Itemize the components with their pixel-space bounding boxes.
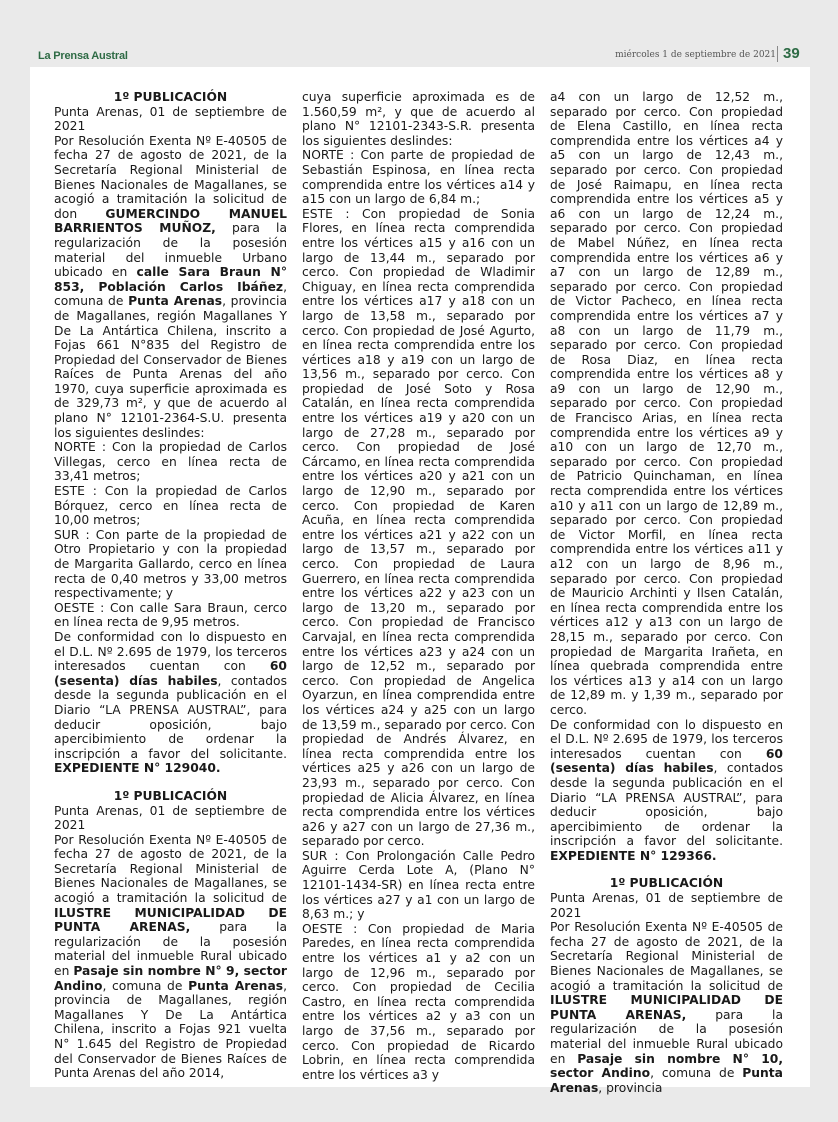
page-number: 39	[783, 45, 800, 62]
header-divider	[777, 46, 778, 62]
notice-heading: 1º PUBLICACIÓN	[113, 788, 228, 803]
boundary-west-continued: a4 con un largo de 12,52 m., separado por cerco. Con propiedad de Elena Castillo, en línea recta comprendida entre los vértices a4 y a5 con un largo de 12,43 m., separado por cerco. Con propiedad de José Raimapu, en línea recta comprendida entre los vértices a5 y a6 con un largo de 12,24 m., separado por cerco. Con propiedad de Mabel Núñez, en línea recta comprendida entre los vértices a6 y a7 con un largo de 12,89 m., separado por cerco. Con propiedad de Victor Pacheco, en línea recta comprendida entre los vértices a7 y a8 con un largo de 11,79 m., separado por cerco. Con propiedad de Rosa Diaz, en línea recta comprendida entre los vértices a8 y a9 con un largo de 12,90 m., separado por cerco. Con propiedad de Francisco Arias, en línea recta comprendida entre los vértices a9 y a10 con un largo de 12,70 m., separado por cerco. Con propiedad de Patricio Quinchaman, en línea recta comprendida entre los vértices a10 y a11 con un largo de 12,89 m., separado por cerco. Con propiedad de Victor Morfil, en línea recta comprendida entre los vértices a11 y a12 con un largo de 8,96 m., separado por cerco. Con propiedad de Mauricio Archinti y Ilsen Catalán, en línea recta comprendida entre los vértices a12 y a13 con un largo de 28,15 m., separado por cerco. Con propiedad de Margarita Irañeta, en línea quebrada comprendida entre los vértices a13 y a14 con un largo de 12,89 m. y 1,39 m., separado por cerco.	[550, 90, 783, 717]
boundary-south: SUR : Con parte de la propiedad de Otro Propietario y con la propiedad de Margarita Gallardo, cerco en línea recta de 0,40 metros y 33,00 metros respectivamente; y	[54, 527, 287, 601]
notice-date: Punta Arenas, 01 de septiembre de 2021	[550, 891, 783, 920]
notice-heading: 1º PUBLICACIÓN	[113, 90, 228, 104]
notice-date: Punta Arenas, 01 de septiembre de 2021	[54, 104, 287, 134]
boundary-north: NORTE : Con parte de propiedad de Sebastián Espinosa, en línea recta comprendida entre los vértices a14 y a15 con un largo de 6,84 m.;	[302, 148, 535, 207]
masthead	[0, 0, 838, 66]
notice-date: Punta Arenas, 01 de septiembre de 2021	[54, 803, 287, 833]
boundary-east: ESTE : Con la propiedad de Carlos Bórquez, cerco en línea recta de 10,00 metros;	[54, 484, 287, 528]
notice-closing: De conformidad con lo dispuesto en el D.L. Nº 2.695 de 1979, los terceros interesados cuentan con 60 (sesenta) días habiles, contados desde la segunda publicación en el Diario “LA PRENSA AUSTRAL”, para deducir oposición, bajo apercibimiento de ordenar la inscripción a favor del solicitante. EXPEDIENTE N° 129040.	[54, 629, 287, 776]
boundary-east: ESTE : Con propiedad de Sonia Flores, en línea recta comprendida entre los vértices a15 y a16 con un largo de 13,44 m., separado por cerco. Con propiedad de Wladimir Chiguay, en línea recta comprendida entre los vértices a17 y a18 con un largo de 13,58 m., separado por cerco. Con propiedad de José Agurto, en línea recta comprendida entre los vértices a18 y a19 con un largo de 13,56 m., separado por cerco. Con propiedad de José Soto y Rosa Catalán, en línea recta comprendida entre los vértices a19 y a20 con un largo de 27,28 m., separado por cerco. Con propiedad de José Cárcamo, en línea recta comprendida entre los vértices a20 y a21 con un largo de 12,90 m., separado por cerco. Con propiedad de Karen Acuña, en línea recta comprendida entre los vértices a21 y a22 con un largo de 13,57 m., separado por cerco. Con propiedad de Laura Guerrero, en línea recta comprendida entre los vértices a22 y a23 con un largo de 13,20 m., separado por cerco. Con propiedad de Francisco Carvajal, en línea recta comprendida entre los vértices a23 y a24 con un largo de 12,52 m., separado por cerco. Con propiedad de Angelica Oyarzun, en línea comprendida entre los vértices a24 y a25 con un largo de 13,59 m., separado por cerco. Con propiedad de Andrés Álvarez, en línea recta comprendida entre los vértices a25 y a26 con un largo de 23,93 m., separado por cerco. Con propiedad de Alicia Álvarez, en línea recta comprendida entre los vértices a26 y a27 con un largo de 27,36 m., separado por cerco.	[302, 206, 535, 849]
notice-body: Por Resolución Exenta Nº E-40505 de fecha 27 de agosto de 2021, de la Secretaría Regional Ministerial de Bienes Nacionales de Magallanes, se acogió a tramitación la solicitud de ILUSTRE MUNICIPALIDAD DE PUNTA ARENAS, para la regularización de la posesión material del inmueble Rural ubicado en Pasaje sin nombre N° 10, sector Andino, comuna de Punta Arenas, provincia	[550, 920, 783, 1095]
notice-body-continued: cuya superficie aproximada es de 1.560,59 m², y que de acuerdo al plano N° 12101-2343-S.R. presenta los siguientes deslindes:	[302, 90, 535, 148]
boundary-west: OESTE : Con propiedad de Maria Paredes, en línea recta comprendida entre los vértices a1 y a2 con un largo de 12,96 m., separado por cerco. Con propiedad de Cecilia Castro, en línea recta comprendida entre los vértices a2 y a3 con un largo de 37,56 m., separado por cerco. Con propiedad de Ricardo Lobrin, en línea recta comprendida entre los vértices a3 y	[302, 921, 535, 1082]
boundary-south: SUR : Con Prolongación Calle Pedro Aguirre Cerda Lote A, (Plano N° 12101-1434-SR) en línea recta entre los vértices a27 y a1 con un largo de 8,63 m.; y	[302, 848, 535, 922]
issue-date: miércoles 1 de septiembre de 2021	[615, 50, 776, 60]
notice-closing: De conformidad con lo dispuesto en el D.L. Nº 2.695 de 1979, los terceros interesados cuentan con 60 (sesenta) días habiles, contados desde la segunda publicación en el Diario “LA PRENSA AUSTRAL”, para deducir oposición, bajo apercibimiento de ordenar la inscripción a favor del solicitante. EXPEDIENTE N° 129366.	[550, 717, 783, 863]
notice-body: Por Resolución Exenta Nº E-40505 de fecha 27 de agosto de 2021, de la Secretaría Regional Ministerial de Bienes Nacionales de Magallanes, se acogió a tramitación la solicitud de ILUSTRE MUNICIPALIDAD DE PUNTA ARENAS, para la regularización de la posesión material del inmueble Rural ubicado en Pasaje sin nombre N° 9, sector Andino, comuna de Punta Arenas, provincia de Magallanes, región Magallanes Y De La Antártica Chilena, inscrito a Fojas 921 vuelta N° 1.645 del Registro de Propiedad del Conservador de Bienes Raíces de Punta Arenas del año 2014,	[54, 832, 287, 1081]
notice-heading: 1º PUBLICACIÓN	[609, 876, 724, 891]
column-3	[550, 90, 783, 1095]
boundary-west: OESTE : Con calle Sara Braun, cerco en línea recta de 9,95 metros.	[54, 600, 287, 630]
page-sheet	[30, 67, 810, 1095]
column-1	[54, 90, 287, 1081]
newspaper-brand: La Prensa Austral	[38, 50, 128, 62]
boundary-north: NORTE : Con la propiedad de Carlos Villegas, cerco en línea recta de 33,41 metros;	[54, 440, 287, 484]
column-2	[302, 90, 535, 1082]
notice-body: Por Resolución Exenta Nº E-40505 de fecha 27 de agosto de 2021, de la Secretaría Regional Ministerial de Bienes Nacionales de Magallanes, se acogió a tramitación la solicitud de don GUMERCINDO MANUEL BARRIENTOS MUÑOZ, para la regularización de la posesión material del inmueble Urbano ubicado en calle Sara Braun N° 853, Población Carlos Ibáñez, comuna de Punta Arenas, provincia de Magallanes, región Magallanes Y De La Antártica Chilena, inscrito a Fojas 661 N°835 del Registro de Propiedad del Conservador de Bienes Raíces de Punta Arenas del año 1970, cuya superficie aproximada es de 329,73 m², y que de acuerdo al plano N° 12101-2364-S.U. presenta los siguientes deslindes:	[54, 133, 287, 440]
